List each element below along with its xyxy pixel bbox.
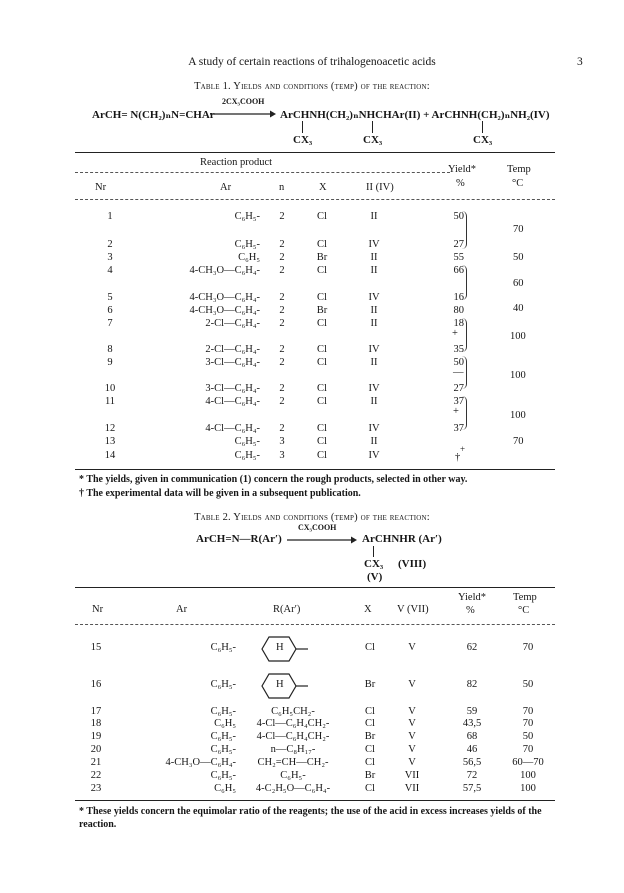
table1-cell-x: Cl bbox=[317, 436, 327, 447]
table2-bottom-rule bbox=[75, 800, 555, 801]
table2-header-yield-unit: % bbox=[466, 605, 475, 616]
table2-cell-nr: 15 bbox=[90, 642, 102, 653]
table1-cell-ar: C₆H₅- bbox=[234, 436, 260, 447]
table1-eq-sub-2: CX₃ bbox=[363, 134, 383, 146]
table2-cell-temp: 100 bbox=[520, 770, 536, 781]
table1-header-rule bbox=[75, 199, 555, 200]
table2-cell-temp: 70 bbox=[522, 744, 534, 755]
table2-cell-v: VII bbox=[404, 783, 420, 794]
table2-cell-ar: C₆H₅- bbox=[210, 679, 236, 690]
table2-cell-r: C₆H₅- bbox=[280, 770, 306, 781]
table1-cell-nr: 12 bbox=[104, 423, 116, 434]
table1-cell-n: 2 bbox=[279, 239, 285, 250]
table1-cell-yield: 66 bbox=[453, 265, 464, 276]
table2-cell-v: V bbox=[408, 679, 416, 690]
table2-cell-nr: 21 bbox=[90, 757, 102, 768]
table1-cell-nr: 7 bbox=[107, 318, 113, 329]
table1-cell-n: 3 bbox=[279, 450, 285, 461]
table2-cell-r: 4-C₂H₅O—C₆H₄- bbox=[255, 783, 331, 794]
table1-top-rule bbox=[75, 152, 555, 153]
table2-cell-nr: 18 bbox=[90, 718, 102, 729]
table2-cell-temp: 70 bbox=[522, 642, 534, 653]
reaction-arrow bbox=[287, 532, 357, 542]
table1-cell-n: 2 bbox=[279, 211, 285, 222]
table2-cell-ar: C₆H₅- bbox=[210, 744, 236, 755]
table1-cell-n: 2 bbox=[279, 265, 285, 276]
table2-cell-yield: 68 bbox=[466, 731, 478, 742]
table1-header-n: n bbox=[279, 182, 285, 193]
table1-header-ar: Ar bbox=[220, 182, 232, 193]
table1-cell-nr: 1 bbox=[107, 211, 113, 222]
table2-cell-r: 4-Cl—C₆H₄CH₂- bbox=[256, 718, 330, 729]
table2-cell-v: V bbox=[408, 757, 416, 768]
table1-cell-ar: 4-CH₃O—C₆H₄- bbox=[189, 292, 260, 303]
table1-cell-ar: C₆H₅- bbox=[234, 239, 260, 250]
cyclohexyl-label: H bbox=[276, 679, 284, 690]
table2-cell-yield: 43,5 bbox=[462, 718, 482, 729]
table1-cell-x: Br bbox=[316, 252, 328, 263]
table1-cell-yield: 37 bbox=[453, 396, 464, 407]
table2-eq-sub: CX₃ bbox=[364, 558, 384, 570]
table1-cell-type: IV bbox=[368, 292, 380, 303]
table2-cell-yield: 82 bbox=[466, 679, 478, 690]
table2-footnote: * These yields concern the equimolar ratio of the reagents; the use of the acid in excess increases yields of the reaction. bbox=[79, 806, 542, 830]
table1-cell-x: Br bbox=[316, 305, 328, 316]
table2-cell-v: V bbox=[408, 642, 416, 653]
table1-cell-ar: 4-Cl—C₆H₄- bbox=[205, 396, 260, 407]
table2-cell-ar: C₆H₅- bbox=[210, 770, 236, 781]
table1-header-group: Reaction product bbox=[200, 157, 273, 168]
table1-header-nr: Nr bbox=[95, 182, 107, 193]
table1-cell-nr: 2 bbox=[107, 239, 113, 250]
table1-cell-yield: 55 bbox=[453, 252, 464, 263]
table1-cell-n: 2 bbox=[279, 396, 285, 407]
table2-cell-r: CH₂=CH—CH₂- bbox=[257, 757, 329, 768]
table1-cell-ar: 4-CH₃O—C₆H₄- bbox=[189, 305, 260, 316]
table1-temp: 100 bbox=[510, 410, 526, 421]
table2-header-r: R(Ar′) bbox=[273, 604, 301, 615]
table2-cell-yield: 72 bbox=[466, 770, 478, 781]
table1-cell-x: Cl bbox=[317, 344, 327, 355]
table1-header-yield-unit: % bbox=[456, 178, 465, 189]
table2-cell-ar: C₆H₅- bbox=[210, 706, 236, 717]
table2-cell-x: Br bbox=[364, 679, 376, 690]
table1-cell-n: 2 bbox=[279, 252, 285, 263]
table1-cell-nr: 8 bbox=[107, 344, 113, 355]
table1-cell-x: Cl bbox=[317, 383, 327, 394]
table1-footnote-1: * The yields, given in communication (1) concern the rough products, selected in other way. bbox=[79, 474, 468, 485]
table1-group-rule bbox=[75, 172, 450, 173]
table1-bottom-rule bbox=[75, 469, 555, 470]
table1-cell-n: 2 bbox=[279, 292, 285, 303]
table2-header-temp: Temp bbox=[513, 592, 537, 603]
table1-cell-nr: 10 bbox=[104, 383, 116, 394]
table2-cell-r: n—C₈H₁₇- bbox=[270, 744, 316, 755]
table2-cell-v: V bbox=[408, 718, 416, 729]
table1-cell-ar: 4-CH₃O—C₆H₄- bbox=[189, 265, 260, 276]
table1-cell-ar: 2-Cl—C₆H₄- bbox=[205, 344, 260, 355]
table2-cell-x: Cl bbox=[365, 718, 375, 729]
table2-header-ar: Ar bbox=[176, 604, 188, 615]
table1-footnote-2: † The experimental data will be given in a subsequent publication. bbox=[79, 488, 361, 499]
table2-cell-ar: C₆H₅- bbox=[210, 731, 236, 742]
table1-cell-x: Cl bbox=[317, 292, 327, 303]
table1-caption: Table 1. Yields and conditions (temp) of the reaction: bbox=[194, 81, 430, 92]
dash-mark: — bbox=[453, 367, 464, 378]
table1-eq-right: ArCHNH(CH₂)ₙNHCHAr(II) + ArCHNH(CH₂)ₙNH₂(IV) bbox=[280, 109, 550, 121]
table1-cell-nr: 13 bbox=[104, 436, 116, 447]
dagger-mark: + bbox=[460, 444, 466, 454]
table1-header-temp-unit: °C bbox=[512, 178, 524, 189]
table1-cell-x: Cl bbox=[317, 318, 327, 329]
table2-header-rule bbox=[75, 624, 555, 625]
table1-cell-ar: 3-Cl—C₆H₄- bbox=[205, 383, 260, 394]
table2-cell-temp: 50 bbox=[522, 731, 534, 742]
table1-cell-n: 2 bbox=[279, 357, 285, 368]
table1-cell-x: Cl bbox=[317, 396, 327, 407]
table1-temp: 100 bbox=[510, 370, 526, 381]
table1-cell-type: II bbox=[370, 265, 378, 276]
table1-cell-type: II bbox=[370, 436, 378, 447]
table2-cell-ar: C₆H₅- bbox=[210, 642, 236, 653]
table2-cell-ar: 4-CH₃O—C₆H₄- bbox=[165, 757, 236, 768]
table2-caption: Table 2. Yields and conditions (temp) of the reaction: bbox=[194, 512, 430, 523]
table1-cell-n: 2 bbox=[279, 383, 285, 394]
table1-cell-type: II bbox=[370, 357, 378, 368]
table2-eq-right: ArCHNHR (Ar′) bbox=[362, 533, 442, 545]
table2-top-rule bbox=[75, 587, 555, 588]
table1-cell-yield: 16 bbox=[453, 292, 464, 303]
table1-cell-nr: 9 bbox=[107, 357, 113, 368]
table2-cell-x: Cl bbox=[365, 642, 375, 653]
table2-cell-x: Br bbox=[364, 731, 376, 742]
pair-brace bbox=[462, 265, 467, 300]
table1-temp: 70 bbox=[513, 224, 524, 235]
reaction-arrow bbox=[210, 106, 276, 116]
dagger-mark: + bbox=[452, 328, 458, 339]
table1-cell-ar: 2-Cl—C₆H₄- bbox=[205, 318, 260, 329]
cyclohexyl-label: H bbox=[276, 642, 284, 653]
table1-cell-yield: 37 bbox=[453, 423, 464, 434]
table1-eq-sub-3: CX₃ bbox=[473, 134, 493, 146]
table1-cell-x: Cl bbox=[317, 450, 327, 461]
table1-cell-ar: C₆H₅- bbox=[234, 211, 260, 222]
table1-cell-x: Cl bbox=[317, 265, 327, 276]
table1-cell-type: II bbox=[370, 305, 378, 316]
table1-cell-n: 2 bbox=[279, 318, 285, 329]
bond-line bbox=[373, 546, 374, 557]
table2-cell-nr: 20 bbox=[90, 744, 102, 755]
table2-cell-yield: 57,5 bbox=[462, 783, 482, 794]
table2-cell-nr: 19 bbox=[90, 731, 102, 742]
table2-cell-ar: C₆H₅ bbox=[214, 718, 236, 729]
table1-cell-x: Cl bbox=[317, 239, 327, 250]
table2-cell-yield: 46 bbox=[466, 744, 478, 755]
table1-temp: 100 bbox=[510, 331, 526, 342]
table2-eq-reagent: CX₃COOH bbox=[298, 523, 337, 532]
pair-brace bbox=[462, 396, 467, 430]
page-number: 3 bbox=[577, 56, 583, 68]
table1-header-temp: Temp bbox=[507, 164, 531, 175]
table2-cell-v: V bbox=[408, 706, 416, 717]
table2-cell-nr: 22 bbox=[90, 770, 102, 781]
table1-cell-nr: 4 bbox=[107, 265, 113, 276]
table1-cell-x: Cl bbox=[317, 357, 327, 368]
table1-cell-type: II bbox=[370, 211, 378, 222]
table1-eq-reagent: 2CX₃COOH bbox=[222, 97, 265, 106]
table1-cell-type: IV bbox=[368, 383, 380, 394]
table1-header-yield: Yield* bbox=[448, 164, 476, 175]
bond-line bbox=[372, 121, 373, 133]
table2-cell-x: Cl bbox=[365, 757, 375, 768]
table1-cell-yield: 50 bbox=[453, 357, 464, 368]
table1-header-type: II (IV) bbox=[366, 182, 394, 193]
table1-cell-x: Cl bbox=[317, 211, 327, 222]
table1-cell-type: II bbox=[370, 396, 378, 407]
pair-brace bbox=[462, 211, 467, 249]
table1-temp: 40 bbox=[513, 303, 524, 314]
table2-cell-yield: 59 bbox=[466, 706, 478, 717]
table1-cell-n: 3 bbox=[279, 436, 285, 447]
table1-cell-type: IV bbox=[368, 239, 380, 250]
table1-cell-type: II bbox=[370, 318, 378, 329]
table1-cell-nr: 14 bbox=[104, 450, 116, 461]
table2-cell-x: Cl bbox=[365, 783, 375, 794]
table2-cell-yield: 56,5 bbox=[462, 757, 482, 768]
table2-header-yield: Yield* bbox=[458, 592, 486, 603]
table2-cell-nr: 16 bbox=[90, 679, 102, 690]
pair-brace bbox=[462, 318, 467, 352]
table1-cell-n: 2 bbox=[279, 423, 285, 434]
table1-cell-ar: 3-Cl—C₆H₄- bbox=[205, 357, 260, 368]
table2-cell-x: Cl bbox=[365, 744, 375, 755]
table2-cell-v: V bbox=[408, 731, 416, 742]
table2-header-nr: Nr bbox=[92, 604, 104, 615]
table2-cell-nr: 23 bbox=[90, 783, 102, 794]
table1-cell-n: 2 bbox=[279, 305, 285, 316]
table1-cell-yield: 27 bbox=[453, 383, 464, 394]
table1-cell-type: IV bbox=[368, 450, 380, 461]
table1-cell-nr: 3 bbox=[107, 252, 113, 263]
table2-cell-ar: C₆H₅ bbox=[214, 783, 236, 794]
bond-line bbox=[482, 121, 483, 133]
table2-cell-nr: 17 bbox=[90, 706, 102, 717]
table1-cell-type: IV bbox=[368, 344, 380, 355]
table1-temp: 60 bbox=[513, 278, 524, 289]
table1-cell-yield: 27 bbox=[453, 239, 464, 250]
table2-cell-yield: 62 bbox=[466, 642, 478, 653]
table2-eq-below: (V) bbox=[367, 571, 383, 583]
table1-cell-nr: 6 bbox=[107, 305, 113, 316]
table1-cell-nr: 11 bbox=[104, 396, 116, 407]
table2-eq-left: ArCH=N—R(Ar′) bbox=[196, 533, 282, 545]
table2-cell-temp: 50 bbox=[522, 679, 534, 690]
table2-cell-temp: 100 bbox=[520, 783, 536, 794]
table2-cell-r: C₆H₅CH₂- bbox=[271, 706, 315, 717]
table1-cell-x: Cl bbox=[317, 423, 327, 434]
table2-header-v: V (VII) bbox=[397, 604, 429, 615]
table1-cell-ar: 4-Cl—C₆H₄- bbox=[205, 423, 260, 434]
table2-header-x: X bbox=[364, 604, 372, 615]
table2-header-temp-unit: °C bbox=[518, 605, 530, 616]
table2-cell-v: VII bbox=[404, 770, 420, 781]
table1-cell-ar: C₆H₅- bbox=[234, 450, 260, 461]
table2-cell-x: Br bbox=[364, 770, 376, 781]
table1-cell-yield: 35 bbox=[453, 344, 464, 355]
table1-cell-ar: C₆H₅ bbox=[238, 252, 260, 263]
table1-temp: 50 bbox=[513, 252, 524, 263]
table2-eq-type: (VIII) bbox=[398, 558, 427, 570]
table1-cell-n: 2 bbox=[279, 344, 285, 355]
running-head: A study of certain reactions of trihalogenoacetic acids bbox=[188, 56, 436, 68]
dagger-mark: † bbox=[455, 452, 461, 463]
dagger-mark: + bbox=[453, 406, 459, 417]
table2-cell-x: Cl bbox=[365, 706, 375, 717]
bond-line bbox=[302, 121, 303, 133]
table1-cell-yield: 18 bbox=[453, 318, 464, 329]
table1-eq-left: ArCH= N(CH₂)ₙN=CHAr bbox=[92, 109, 215, 121]
table2-cell-temp: 70 bbox=[522, 718, 534, 729]
table1-temp: 70 bbox=[513, 436, 524, 447]
table1-cell-type: II bbox=[370, 252, 378, 263]
table2-cell-temp: 70 bbox=[522, 706, 534, 717]
table2-cell-temp: 60—70 bbox=[512, 757, 544, 768]
table2-cell-v: V bbox=[408, 744, 416, 755]
table1-cell-type: IV bbox=[368, 423, 380, 434]
table2-cell-r: 4-Cl—C₆H₄CH₂- bbox=[256, 731, 330, 742]
table1-eq-sub-1: CX₃ bbox=[293, 134, 313, 146]
table1-cell-yield: 50 bbox=[453, 211, 464, 222]
table1-cell-nr: 5 bbox=[107, 292, 113, 303]
table1-cell-yield: 80 bbox=[453, 305, 464, 316]
table1-header-x: X bbox=[319, 182, 327, 193]
